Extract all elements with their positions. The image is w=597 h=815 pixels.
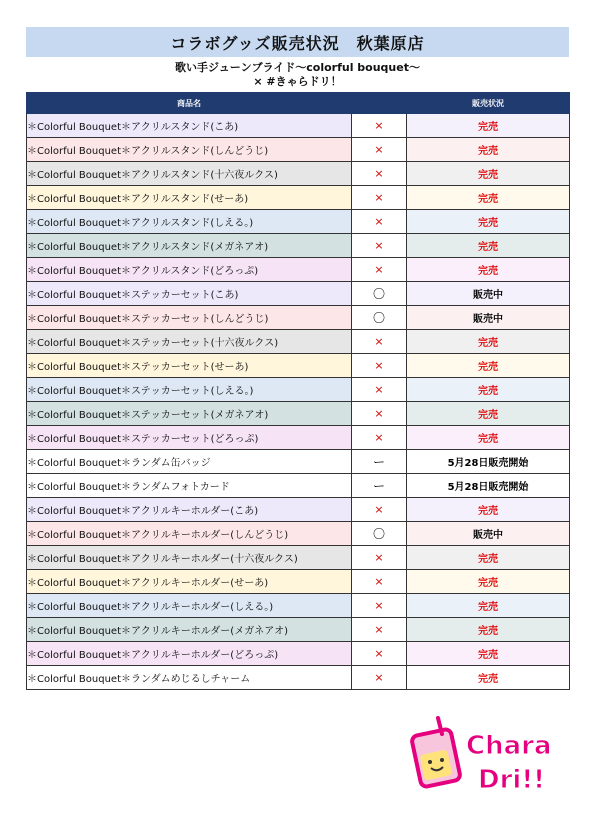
table-row bbox=[27, 162, 570, 186]
header-product-name: 商品名 bbox=[27, 93, 352, 114]
table-row bbox=[27, 474, 570, 498]
stock-mark-cell bbox=[352, 546, 407, 570]
stock-mark-cell bbox=[352, 378, 407, 402]
stock-mark: × bbox=[374, 575, 384, 588]
table-row bbox=[27, 330, 570, 354]
stock-mark-cell bbox=[352, 498, 407, 522]
table-row bbox=[27, 570, 570, 594]
stock-mark-cell bbox=[352, 234, 407, 258]
product-name-cell: ＊Colorful Bouquet＊アクリルキーホルダー(メガネアオ) bbox=[27, 618, 352, 642]
stock-mark-cell bbox=[352, 162, 407, 186]
table-row bbox=[27, 642, 570, 666]
stock-mark: × bbox=[374, 191, 384, 204]
sales-status-cell: 完売 bbox=[407, 210, 570, 234]
sales-status-cell: 5月28日販売開始 bbox=[407, 474, 570, 498]
table-row bbox=[27, 378, 570, 402]
logo-text-line-1: Chara bbox=[466, 731, 552, 761]
stock-mark: × bbox=[374, 383, 384, 396]
page-title-bar bbox=[26, 27, 569, 57]
table-row bbox=[27, 354, 570, 378]
sales-status-cell: 販売中 bbox=[407, 522, 570, 546]
sales-status-table bbox=[26, 92, 570, 690]
sales-status-cell: 完売 bbox=[407, 354, 570, 378]
table-row bbox=[27, 210, 570, 234]
product-name-cell: ＊Colorful Bouquet＊アクリルキーホルダー(どろっぷ) bbox=[27, 642, 352, 666]
table-row bbox=[27, 138, 570, 162]
table-row bbox=[27, 594, 570, 618]
stock-mark: 〇 bbox=[372, 311, 385, 325]
stock-mark-cell bbox=[352, 186, 407, 210]
stock-mark-cell bbox=[352, 426, 407, 450]
product-name-cell: ＊Colorful Bouquet＊ステッカーセット(しえる。) bbox=[27, 378, 352, 402]
stock-mark: × bbox=[374, 551, 384, 564]
logo-text-line-2: Dri!! bbox=[478, 765, 546, 795]
stock-mark: × bbox=[374, 671, 384, 684]
table-row bbox=[27, 666, 570, 690]
stock-mark: × bbox=[374, 647, 384, 660]
stock-mark: × bbox=[374, 407, 384, 420]
product-name-cell: ＊Colorful Bouquet＊ステッカーセット(メガネアオ) bbox=[27, 402, 352, 426]
table-row bbox=[27, 282, 570, 306]
sales-status-cell: 完売 bbox=[407, 570, 570, 594]
chara-dri-logo bbox=[408, 712, 568, 802]
sales-status-cell: 完売 bbox=[407, 618, 570, 642]
stock-mark-cell bbox=[352, 450, 407, 474]
table-row bbox=[27, 258, 570, 282]
sales-status-cell: 完売 bbox=[407, 642, 570, 666]
sales-status-cell: 完売 bbox=[407, 666, 570, 690]
product-name-cell: ＊Colorful Bouquet＊ステッカーセット(こあ) bbox=[27, 282, 352, 306]
stock-mark: × bbox=[374, 431, 384, 444]
stock-mark-cell bbox=[352, 594, 407, 618]
sales-status-cell: 販売中 bbox=[407, 306, 570, 330]
stock-mark: × bbox=[374, 263, 384, 276]
sales-status-cell: 完売 bbox=[407, 594, 570, 618]
sales-status-cell: 販売中 bbox=[407, 282, 570, 306]
stock-mark: 〇 bbox=[372, 527, 385, 541]
stock-mark-cell bbox=[352, 306, 407, 330]
product-name-cell: ＊Colorful Bouquet＊ステッカーセット(十六夜ルクス) bbox=[27, 330, 352, 354]
stock-mark-cell bbox=[352, 138, 407, 162]
sales-status-cell: 完売 bbox=[407, 546, 570, 570]
sales-status-cell: 完売 bbox=[407, 114, 570, 138]
table-header-row bbox=[27, 93, 570, 114]
stock-mark: ー bbox=[372, 455, 385, 469]
sales-status-cell: 完売 bbox=[407, 426, 570, 450]
stock-mark: × bbox=[374, 239, 384, 252]
sales-status-cell: 完売 bbox=[407, 234, 570, 258]
stock-mark: × bbox=[374, 503, 384, 516]
table-row bbox=[27, 498, 570, 522]
stock-mark-cell bbox=[352, 210, 407, 234]
stock-mark: ー bbox=[372, 479, 385, 493]
stock-mark-cell bbox=[352, 330, 407, 354]
stock-mark: × bbox=[374, 119, 384, 132]
product-name-cell: ＊Colorful Bouquet＊ステッカーセット(せーあ) bbox=[27, 354, 352, 378]
stock-mark-cell bbox=[352, 354, 407, 378]
product-name-cell: ＊Colorful Bouquet＊アクリルスタンド(メガネアオ) bbox=[27, 234, 352, 258]
product-name-cell: ＊Colorful Bouquet＊アクリルスタンド(しえる。) bbox=[27, 210, 352, 234]
stock-mark-cell bbox=[352, 474, 407, 498]
product-name-cell: ＊Colorful Bouquet＊アクリルキーホルダー(せーあ) bbox=[27, 570, 352, 594]
table-body bbox=[27, 114, 570, 690]
product-name-cell: ＊Colorful Bouquet＊ランダム缶バッジ bbox=[27, 450, 352, 474]
product-name-cell: ＊Colorful Bouquet＊アクリルスタンド(こあ) bbox=[27, 114, 352, 138]
table-row bbox=[27, 402, 570, 426]
stock-mark-cell bbox=[352, 282, 407, 306]
stock-mark: × bbox=[374, 359, 384, 372]
product-name-cell: ＊Colorful Bouquet＊アクリルキーホルダー(十六夜ルクス) bbox=[27, 546, 352, 570]
page-title: コラボグッズ販売状況 秋葉原店 bbox=[170, 33, 425, 53]
stock-mark-cell bbox=[352, 114, 407, 138]
sales-status-cell: 完売 bbox=[407, 162, 570, 186]
drink-cup-icon bbox=[411, 718, 461, 788]
product-name-cell: ＊Colorful Bouquet＊アクリルスタンド(どろっぷ) bbox=[27, 258, 352, 282]
product-name-cell: ＊Colorful Bouquet＊ステッカーセット(しんどうじ) bbox=[27, 306, 352, 330]
table-row bbox=[27, 522, 570, 546]
stock-mark: × bbox=[374, 143, 384, 156]
sales-status-cell: 完売 bbox=[407, 330, 570, 354]
stock-mark-cell bbox=[352, 570, 407, 594]
stock-mark-cell bbox=[352, 642, 407, 666]
product-name-cell: ＊Colorful Bouquet＊アクリルキーホルダー(しんどうじ) bbox=[27, 522, 352, 546]
sales-status-cell: 5月28日販売開始 bbox=[407, 450, 570, 474]
product-name-cell: ＊Colorful Bouquet＊アクリルキーホルダー(しえる。) bbox=[27, 594, 352, 618]
product-name-cell: ＊Colorful Bouquet＊アクリルスタンド(十六夜ルクス) bbox=[27, 162, 352, 186]
stock-mark: × bbox=[374, 167, 384, 180]
table-row bbox=[27, 618, 570, 642]
sales-status-cell: 完売 bbox=[407, 402, 570, 426]
stock-mark: × bbox=[374, 623, 384, 636]
table-row bbox=[27, 306, 570, 330]
table-row bbox=[27, 426, 570, 450]
header-stock bbox=[352, 93, 407, 114]
table-row bbox=[27, 186, 570, 210]
table-row bbox=[27, 234, 570, 258]
stock-mark-cell bbox=[352, 666, 407, 690]
product-name-cell: ＊Colorful Bouquet＊アクリルスタンド(しんどうじ) bbox=[27, 138, 352, 162]
stock-mark: × bbox=[374, 215, 384, 228]
stock-mark: 〇 bbox=[372, 287, 385, 301]
subtitle-line-1: 歌い手ジューンブライド～colorful bouquet～ bbox=[175, 61, 420, 74]
stock-mark: × bbox=[374, 335, 384, 348]
product-name-cell: ＊Colorful Bouquet＊ステッカーセット(どろっぷ) bbox=[27, 426, 352, 450]
stock-mark: × bbox=[374, 599, 384, 612]
product-name-cell: ＊Colorful Bouquet＊ランダムめじるしチャーム bbox=[27, 666, 352, 690]
stock-mark-cell bbox=[352, 402, 407, 426]
stock-mark-cell bbox=[352, 258, 407, 282]
sales-status-cell: 完売 bbox=[407, 378, 570, 402]
sales-status-cell: 完売 bbox=[407, 186, 570, 210]
product-name-cell: ＊Colorful Bouquet＊ランダムフォトカード bbox=[27, 474, 352, 498]
stock-mark-cell bbox=[352, 618, 407, 642]
sales-status-cell: 完売 bbox=[407, 498, 570, 522]
subtitle-line-2: × #きゃらドリ！ bbox=[253, 75, 342, 88]
sales-status-cell: 完売 bbox=[407, 138, 570, 162]
table-row bbox=[27, 546, 570, 570]
table-row bbox=[27, 450, 570, 474]
sales-status-cell: 完売 bbox=[407, 258, 570, 282]
header-sales-status: 販売状況 bbox=[407, 93, 570, 114]
stock-mark-cell bbox=[352, 522, 407, 546]
table-row bbox=[27, 114, 570, 138]
product-name-cell: ＊Colorful Bouquet＊アクリルスタンド(せーあ) bbox=[27, 186, 352, 210]
subtitle bbox=[26, 61, 569, 89]
product-name-cell: ＊Colorful Bouquet＊アクリルキーホルダー(こあ) bbox=[27, 498, 352, 522]
